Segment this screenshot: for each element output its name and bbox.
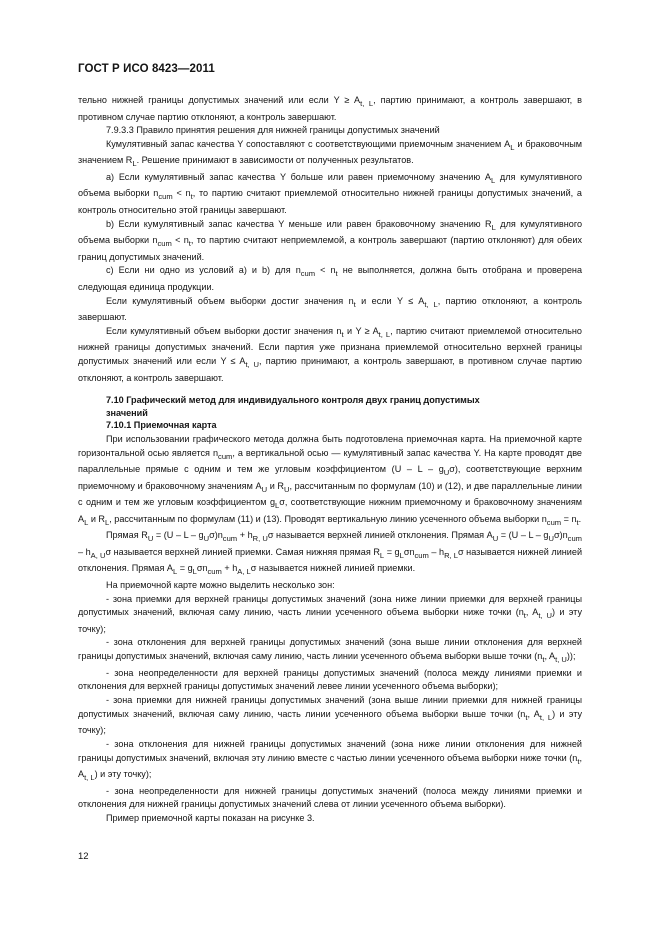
- paragraph: Прямая $R_U = (U - L - g_U\sigma)n_{cum} + h_{R, U}\sigma$ называется верхней линией отклонения. Прямая $A_U = (U - L - g_U\sigma)n_{cum} - h_{A, U}\sigma$ называется верхней линией приемки. Самая нижняя прямая $R_L = g_L\sigma n_{cum} - h_{R, L}\sigma$ называется нижней линией отклонения. Прямая $A_L = g_L\sigma n_{cum} + h_{A, L}\sigma$ называется нижней линией приемки.: [78, 530, 583, 577]
- list-item-a: a) Если кумулятивный запас качества Y больше или равен приемочному значению $A_L$ для кумулятивного объема выборки $n_{cum} < n_t$, то партию считают приемлемой относительно нижней границы допустимых значений, а контроль относительно этой границы завершают.: [78, 171, 582, 215]
- paragraph: Кумулятивный запас качества Y сопоставляют с соответствующими приемочным значением $A_L$ и браковочным значением $R_L$. Решение принимают в зависимости от полученных результатов.: [78, 138, 582, 169]
- zone-list-item: - зона приемки для нижней границы допустимых значений (зона выше линии приемки для нижней границы допустимых значений, включая саму линию, часть линии усеченного объема выборки выше точки ($n_t$, $A_{t, L}$) и эту точку);: [78, 695, 583, 736]
- page-content: [78, 94, 582, 826]
- paragraph: При использовании графического метода должна быть подготовлена приемочная карта. На приемочной карте горизонтальной осью является $n_{cum}$, а вертикальной осью — кумулятивный запас качества Y. На карте проводят две параллельные прямые с одним и тем же угловым коэффициентом (U – L – $g_U\sigma$), соответствующие верхним приемочному и браковочному значениям $A_U$ и $R_U$, рассчитанным по формулам (10) и (12), и две параллельные линии с одним и тем же угловым коэффициентом $g_L\sigma$, соответствующие нижним приемочному и браковочному значениям $A_L$ и $R_L$, рассчитанным по формулам (11) и (13). Проводят вертикальную линию усеченного объема выборки $n_{cum} = n_t$.: [78, 434, 582, 527]
- list-item-b: b) Если кумулятивный запас качества Y меньше или равен браковочному значению $R_L$ для кумулятивного объема выборки $n_{cum} < n_t$, то партию считают неприемлемой, а контроль завершают (партию отклоняют) для обеих границ допустимых значений.: [78, 218, 582, 262]
- paragraph: На приемочной карте можно выделить несколько зон:: [106, 579, 335, 590]
- paragraph: Если кумулятивный объем выборки достиг значения $n_t$ и если $Y \le A_{t, L}$, партию отклоняют, а контроль завершают.: [78, 295, 582, 323]
- section-title-line1: 7.10 Графический метод для индивидуального контроля двух границ допустимых: [106, 395, 480, 406]
- paragraph: Пример приемочной карты показан на рисунке 3.: [106, 813, 315, 824]
- paragraph: Если кумулятивный объем выборки достиг значения $n_t$ и $Y \ge A_{t, L}$, партию считают приемлемой относительно нижней границы допустимых значений. Если партия уже признана приемлемой относительно верхней границы допустимых значений или если $Y \le A_{t, U}$, партию принимают, а контроль завершают, в противном случае партию отклоняют, а контроль завершают.: [78, 325, 582, 383]
- paragraph-continuation: тельно нижней границы допустимых значений или если $Y \ge A_{t, L}$, партию принимают, а контроль завершают, в противном случае партию отклоняют, а контроль завершают.: [78, 95, 582, 122]
- list-item-c: c) Если ни одно из условий a) и b) для $n_{cum} < n_t$ не выполняется, должна быть отобрана и проверена следующая единица продукции.: [78, 265, 582, 292]
- page-number: 12: [78, 851, 89, 862]
- zone-list-item: - зона неопределенности для нижней границы допустимых значений (полоса между линиями приемки и отклонения для нижней границы допустимых значений слева от линии усеченного объема выборки).: [78, 785, 582, 810]
- subsection-heading-7-10-1: 7.10.1 Приемочная карта: [106, 420, 217, 431]
- document-header: ГОСТ Р ИСО 8423—2011: [78, 63, 215, 75]
- zone-list-item: - зона отклонения для нижней границы допустимых значений (зона ниже линии отклонения для нижней границы допустимых значений, включая эту линию вместе с частью линии усеченного объема выборки ниже точки ($n_t$, $A_{t, L}$) и эту точку);: [78, 739, 582, 783]
- section-title-line2: значений: [106, 407, 148, 418]
- clause-heading-7-9-3-3: 7.9.3.3 Правило принятия решения для нижней границы допустимых значений: [106, 125, 440, 136]
- zone-list-item: - зона отклонения для верхней границы допустимых значений (зона выше линии отклонения для верхней границы допустимых значений, включая саму линию, часть линии усеченного объема выборки выше точки ($n_t$, $A_{t, U}$));: [78, 637, 582, 664]
- zone-list-item: - зона неопределенности для верхней границы допустимых значений (полоса между линиями приемки и отклонения для верхней границы допустимых значений левее линии усеченного объема выборки);: [78, 667, 582, 692]
- zone-list-item: - зона приемки для верхней границы допустимых значений (зона ниже линии приемки для верхней границы допустимых значений, включая саму линию, часть линии усеченного объема выборки ниже точки ($n_t$, $A_{t, U}$) и эту точку);: [78, 593, 582, 634]
- section-heading-7-10: [78, 394, 582, 419]
